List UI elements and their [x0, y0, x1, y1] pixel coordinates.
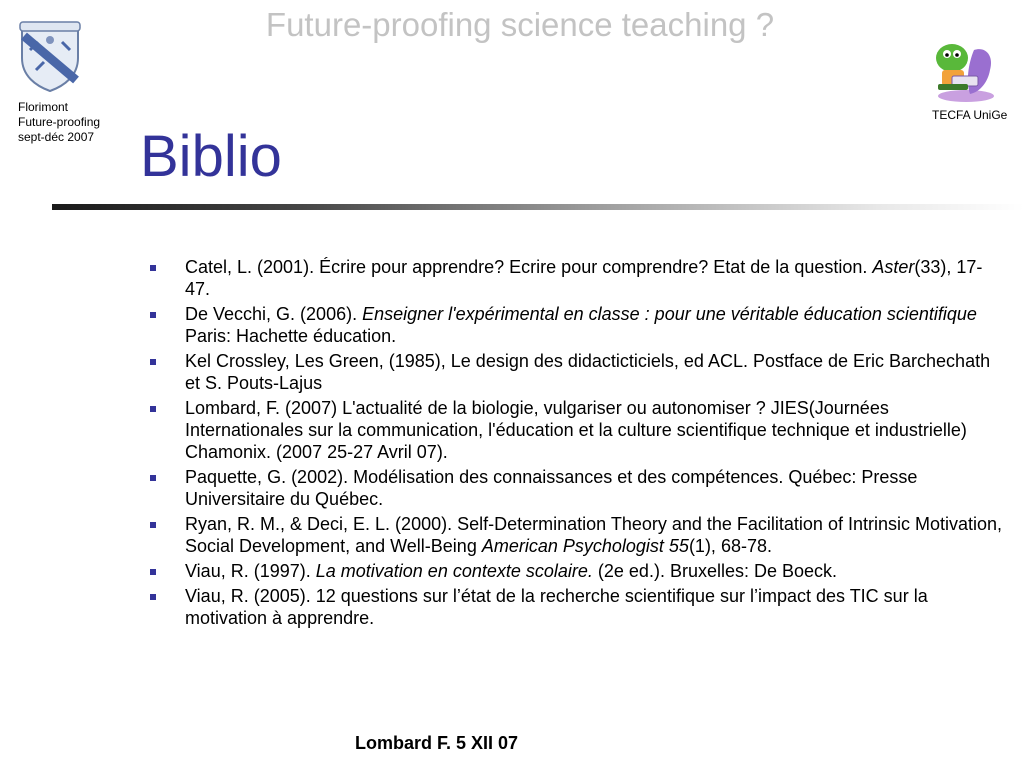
caption-line-2: Future-proofing — [18, 115, 101, 129]
reference-text: Kel Crossley, Les Green, (1985), Le design des didacticticiels, ed ACL. Postface de Eric Barchechath et S. Pouts-Lajus — [185, 351, 991, 393]
caption-line-3: sept-déc 2007 — [18, 130, 95, 144]
reference-text-end: (1), 68-78. — [688, 536, 772, 556]
reference-text-end: Paris: Hachette éducation. — [185, 326, 397, 346]
reference-text: Catel, L. (2001). Écrire pour apprendre? Ecrire pour comprendre? Etat de la question. — [185, 257, 873, 277]
list-item — [146, 466, 1006, 510]
reference-italic: La motivation en contexte scolaire. — [315, 561, 593, 581]
reference-italic: Aster — [872, 257, 915, 277]
reference-text: Viau, R. (2005). 12 questions sur l’état de la recherche scientifique sur l’impact des TIC sur la motivation à apprendre. — [185, 586, 928, 628]
left-caption — [18, 100, 118, 145]
square-bullet-icon — [150, 475, 156, 481]
list-item — [146, 513, 1006, 557]
footer-author-date: Lombard F. 5 XII 07 — [355, 733, 519, 753]
square-bullet-icon — [150, 406, 156, 412]
square-bullet-icon — [150, 265, 156, 271]
list-item — [146, 256, 1006, 300]
list-item — [146, 303, 1006, 347]
reference-text: De Vecchi, G. (2006). — [185, 304, 363, 324]
title-divider — [52, 204, 1024, 210]
reference-text: Viau, R. (1997). — [185, 561, 316, 581]
reference-text-end: (33), 17-47. — [185, 257, 983, 299]
list-item — [146, 397, 1006, 463]
reference-italic: Enseigner l'expérimental en classe : pour une véritable éducation scientifique — [362, 304, 977, 324]
reference-text-end: (2e ed.). Bruxelles: De Boeck. — [592, 561, 838, 581]
list-item — [146, 560, 1006, 582]
reference-text: Lombard, F. (2007) L'actualité de la biologie, vulgariser ou autonomiser ? JIES(Journées Internationales sur la communication, l'éducation et la culture scientifique technique et industrielle) Chamonix. (2007 25-27 Avril 07). — [185, 398, 967, 462]
reference-text: Paquette, G. (2002). Modélisation des connaissances et des compétences. Québec: Presse Universitaire du Québec. — [185, 467, 918, 509]
square-bullet-icon — [150, 359, 156, 365]
square-bullet-icon — [150, 312, 156, 318]
school-crest-icon — [16, 20, 84, 92]
square-bullet-icon — [150, 569, 156, 575]
list-item — [146, 350, 1006, 394]
tecfa-mascot-icon — [930, 36, 1000, 104]
reference-text: Ryan, R. M., & Deci, E. L. (2000). Self-Determination Theory and the Facilitation of Intrinsic Motivation, Social Development, and Well-Being — [185, 514, 1003, 556]
right-caption: TECFA UniGe — [932, 108, 1008, 122]
slide-title: Biblio — [140, 124, 282, 189]
reference-italic: American Psychologist 55 — [481, 536, 689, 556]
square-bullet-icon — [150, 594, 156, 600]
list-item — [146, 585, 1006, 629]
header-title: Future-proofing science teaching ? — [265, 6, 775, 43]
bibliography-list — [146, 256, 1006, 632]
square-bullet-icon — [150, 522, 156, 528]
caption-line-1: Florimont — [18, 100, 69, 114]
